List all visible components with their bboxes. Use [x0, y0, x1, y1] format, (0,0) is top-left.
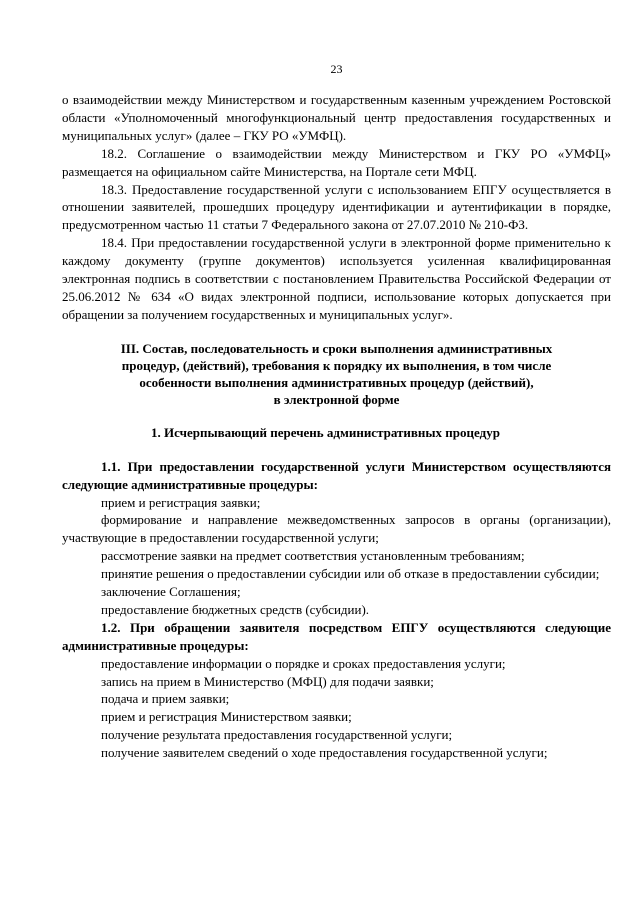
- procedure-item: формирование и направление межведомственных запросов в органы (организации), участвующие в предоставлении государственной услуги;: [62, 512, 611, 546]
- procedure-item: прием и регистрация заявки;: [101, 494, 261, 510]
- procedure-item: предоставление бюджетных средств (субсидии).: [101, 601, 370, 617]
- paragraph-18-2: 18.2. Соглашение о взаимодействии между Министерством и ГКУ РО «УМФЦ» размещается на официальном сайте Министерства, на Портале сети МФЦ.: [62, 145, 611, 179]
- procedure-item: заключение Соглашения;: [101, 584, 241, 600]
- section-heading: [62, 340, 611, 408]
- procedure-item: предоставление информации о порядке и сроках предоставления услуги;: [101, 655, 506, 671]
- procedure-item: рассмотрение заявки на предмет соответствия установленным требованиям;: [101, 548, 525, 564]
- subsection-heading: 1. Исчерпывающий перечень административных процедур: [151, 424, 500, 440]
- document-body: [62, 91, 611, 762]
- section-heading-line: III. Состав, последовательность и сроки выполнения административных: [120, 340, 553, 356]
- paragraph-continuation: о взаимодействии между Министерством и государственным казенным учреждением Ростовской области «Уполномоченный многофункциональный центр предоставления государственных и муниципальных услуг» (далее – ГКУ РО «УМФЦ).: [62, 92, 611, 143]
- section-heading-line: процедур, (действий), требования к порядку их выполнения, в том числе: [121, 357, 552, 373]
- procedure-item: принятие решения о предоставлении субсидии или об отказе в предоставлении субсидии;: [101, 566, 600, 582]
- spacer: [62, 442, 611, 458]
- paragraph-18-3: 18.3. Предоставление государственной услуги с использованием ЕПГУ осуществляется в отношении заявителей, прошедших процедуру идентификации и аутентификации в порядке, предусмотренном частью 11 статьи 7 Федерального закона от 27.07.2010 № 210-ФЗ.: [62, 181, 611, 233]
- procedure-item: подача и прием заявки;: [101, 691, 230, 707]
- procedure-item: запись на прием в Министерство (МФЦ) для подачи заявки;: [101, 673, 434, 689]
- paragraph-18-4: 18.4. При предоставлении государственной услуги в электронной форме применительно к каждому документу (группе документов) используется усиленная квалифицированная электронная подпись в соответствии с постановлением Правительства Российской Федерации от 25.06.2012 № 634 «О видах электронной подписи, использование которых допускается при обращении за получением государственных и муниципальных услуг».: [62, 235, 611, 322]
- procedure-item: получение заявителем сведений о ходе предоставления государственной услуги;: [101, 745, 548, 761]
- clause-1-2-lead: 1.2. При обращении заявителя посредством ЕПГУ осуществляются следующие административные процедуры:: [62, 619, 611, 653]
- page-number: 23: [330, 62, 343, 76]
- clause-1-1-lead: 1.1. При предоставлении государственной услуги Министерством осуществляются следующие административные процедуры:: [62, 458, 611, 492]
- procedure-item: получение результата предоставления государственной услуги;: [101, 727, 453, 743]
- section-heading-line: в электронной форме: [273, 391, 400, 407]
- section-heading-line: особенности выполнения административных процедур (действий),: [139, 374, 534, 390]
- procedure-item: прием и регистрация Министерством заявки;: [101, 709, 352, 725]
